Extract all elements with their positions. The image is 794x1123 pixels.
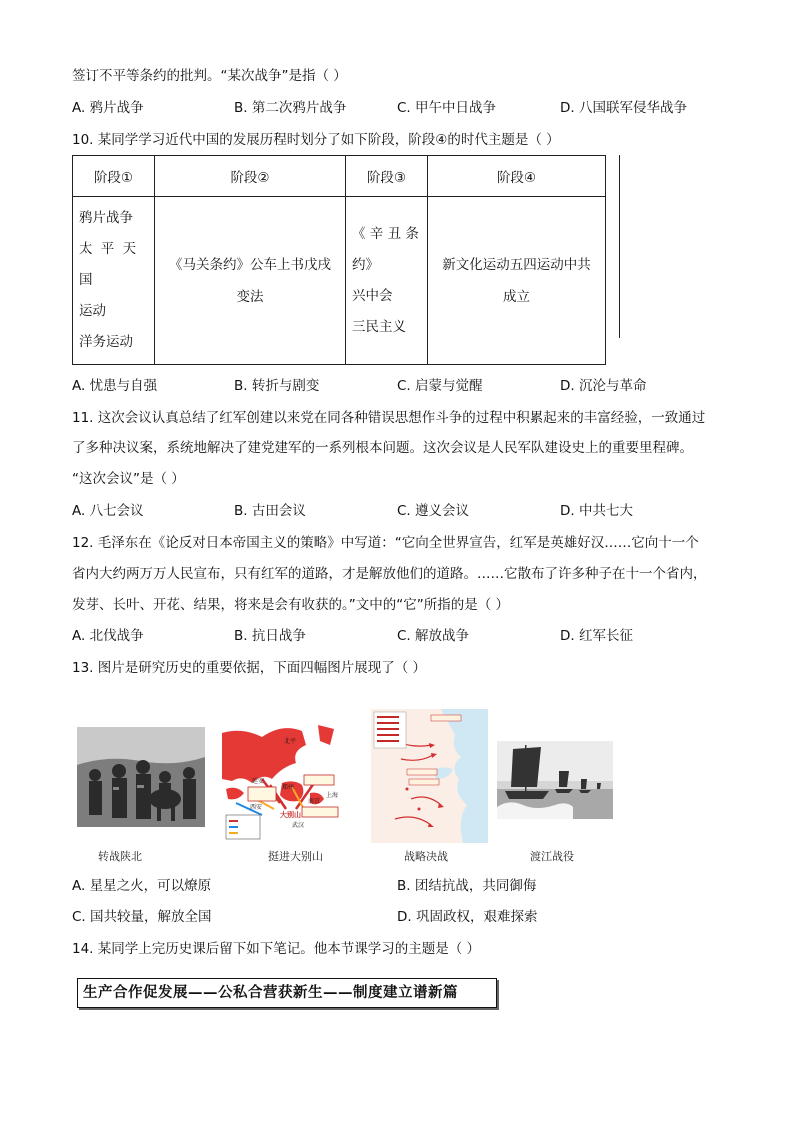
q9-option-b[interactable]: B. 第二次鸦片战争: [234, 100, 347, 116]
stage-3-item: 《 辛 丑 条: [352, 225, 419, 242]
caption-4: 渡江战役: [530, 850, 574, 863]
q12-options: [72, 626, 732, 646]
stages-table: [72, 155, 606, 365]
q13-option-d[interactable]: D. 巩固政权，艰难探索: [397, 909, 538, 925]
q11-stem-line: “这次会议”是（ ）: [72, 471, 185, 487]
q9-options: [72, 98, 732, 118]
stage-header-2: 阶段②: [155, 156, 346, 197]
q11-option-b[interactable]: B. 古田会议: [234, 503, 306, 519]
stage-1-item: 洋务运动: [79, 334, 133, 350]
stage-3-item: 兴中会: [352, 287, 393, 304]
stage-2-text: 《马关条约》公车上书戊戌变法: [169, 256, 331, 305]
map-label-shanghai: 上海: [326, 792, 339, 799]
q13-options-row2: [72, 907, 732, 927]
map-label-nanjing: 南京: [308, 798, 321, 805]
q11-stem-line: 11. 这次会议认真总结了红军创建以来党在同各种错误思想作斗争的过程中积累起来的丰富经验，一致通过: [72, 410, 706, 426]
q11-option-a[interactable]: A. 八七会议: [72, 503, 144, 519]
q13-option-b[interactable]: B. 团结抗战，共同御侮: [397, 878, 537, 894]
q12-option-a[interactable]: A. 北伐战争: [72, 628, 144, 644]
q14-note-box: 生产合作促发展——公私合营获新生——制度建立谱新篇: [77, 978, 497, 1008]
table-border-extension: [605, 155, 620, 338]
q12-option-b[interactable]: B. 抗日战争: [234, 628, 306, 644]
q12-stem-line: 发芽、长叶、开花、结果，将来是会有收获的。”文中的“它”所指的是（ ）: [72, 597, 510, 613]
q11-stem-line: 了多种决议案，系统地解决了建党建军的一系列根本问题。这次会议是人民军队建设史上的重要里程碑。: [72, 440, 693, 456]
q11-options: [72, 501, 732, 521]
map-label-xian: 西安: [250, 804, 263, 811]
stage-header-4: 阶段④: [428, 156, 606, 197]
q10-option-a[interactable]: A. 忧患与自强: [72, 378, 158, 394]
map-label-dabieshan: 大别山: [280, 811, 301, 819]
stage-header-3: 阶段③: [346, 156, 428, 197]
caption-1: 转战陕北: [98, 850, 142, 863]
stage-1-item: 太 平 天 国: [79, 241, 139, 288]
q12-option-c[interactable]: C. 解放战争: [397, 628, 470, 644]
q13-pictures: [72, 715, 617, 865]
q10-option-d[interactable]: D. 沉沦与革命: [560, 378, 647, 394]
q10-option-c[interactable]: C. 启蒙与觉醒: [397, 378, 483, 394]
q11-option-c[interactable]: C. 遵义会议: [397, 503, 470, 519]
stage-3-item: 约》: [352, 256, 379, 273]
stage-1-item: 鸦片战争: [79, 210, 133, 226]
q12-stem-line: 省内大约两万万人民宣布，只有红军的道路，才是解放他们的道路。……它散布了许多种子在十一个省内，: [72, 566, 707, 582]
map-strategic-battles: [371, 709, 488, 843]
stage-1-item: 运动: [79, 303, 106, 319]
q10-stem: 10. 某同学学习近代中国的发展历程时划分了如下阶段，阶段④的时代主题是（ ）: [72, 132, 560, 148]
stage-1-cell: [73, 197, 155, 365]
q9-option-c[interactable]: C. 甲午中日战争: [397, 100, 497, 116]
photo-northern-shaanxi: [77, 727, 205, 827]
caption-3: 战略决战: [404, 850, 448, 863]
map-label-yanan: 延安: [252, 778, 265, 785]
caption-2: 挺进大别山: [268, 850, 323, 863]
map-label-zhengzhou: 郑州: [282, 784, 295, 791]
map-dabie-mountains: [222, 723, 347, 841]
photo-river-crossing: [497, 741, 613, 819]
q13-option-c[interactable]: C. 国共较量，解放全国: [72, 909, 212, 925]
q13-options-row1: [72, 876, 732, 896]
q12-option-d[interactable]: D. 红军长征: [560, 628, 633, 644]
q12-stem-line: 12. 毛泽东在《论反对日本帝国主义的策略》中写道：“它向全世界宣告，红军是英雄好汉……它向十一个: [72, 535, 699, 551]
stage-header-1: 阶段①: [73, 156, 155, 197]
stage-3-cell: [346, 197, 428, 365]
q9-stem: 签订不平等条约的批判。“某次战争”是指（ ）: [72, 68, 347, 84]
stage-3-item: 三民主义: [352, 318, 406, 335]
q10-options: [72, 376, 732, 396]
q11-option-d[interactable]: D. 中共七大: [560, 503, 633, 519]
q14-stem: 14. 某同学上完历史课后留下如下笔记。他本节课学习的主题是（ ）: [72, 941, 481, 957]
stage-2-cell: [155, 197, 346, 365]
map-label-wuhan: 武汉: [292, 822, 305, 829]
stage-4-cell: [428, 197, 606, 365]
stage-4-text: 新文化运动五四运动中共成立: [442, 256, 591, 305]
q13-stem: 13. 图片是研究历史的重要依据，下面四幅图片展现了（ ）: [72, 660, 427, 676]
q13-option-a[interactable]: A. 星星之火，可以燎原: [72, 878, 212, 894]
q10-option-b[interactable]: B. 转折与剧变: [234, 378, 320, 394]
q9-option-a[interactable]: A. 鸦片战争: [72, 100, 144, 116]
q9-option-d[interactable]: D. 八国联军侵华战争: [560, 100, 687, 116]
map-label-beiping: 北平: [284, 738, 297, 745]
